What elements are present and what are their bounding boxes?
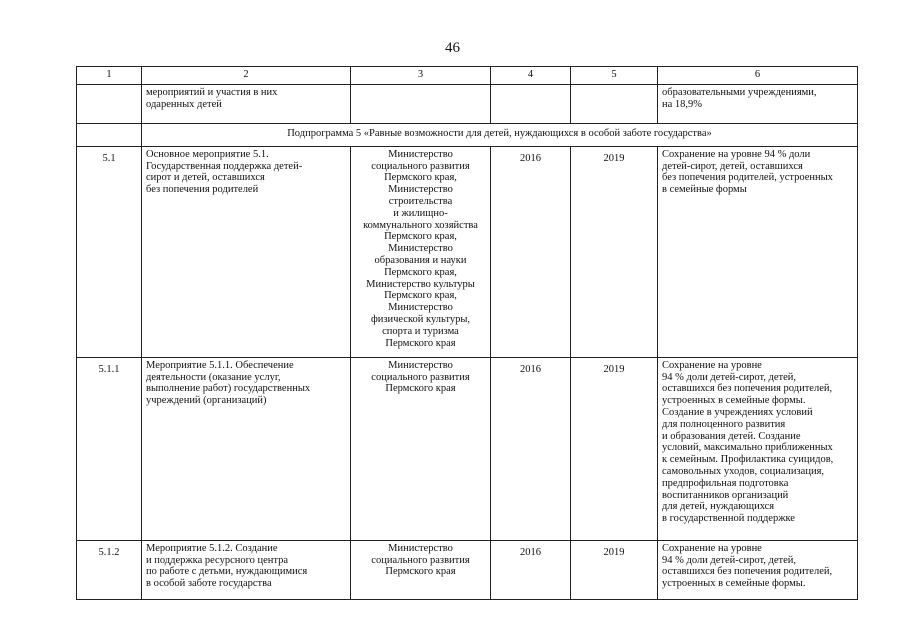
cell-executor: Министерство социального развития Пермского края, Министерство строительства и жилищно- коммунального хозяйства Пермского края, Министерство образования и науки Пермского края, Министерство культуры Пермского края, Министерство физической культуры, спорта и туризма Пермского края xyxy=(351,146,491,357)
column-header-6: 6 xyxy=(658,67,858,85)
column-header-5: 5 xyxy=(571,67,658,85)
cell-executor: Министерство социального развития Пермского края xyxy=(351,540,491,599)
table-row xyxy=(77,146,858,357)
cell-start: 2016 xyxy=(491,146,571,357)
cell-result: Сохранение на уровне 94 % доли детей-сирот, детей, оставшихся без попечения родителей, устроенных в семейные формы. xyxy=(658,540,858,599)
cell-name: мероприятий и участия в них одаренных детей xyxy=(142,85,351,124)
continuation-row xyxy=(77,85,858,124)
column-header-1: 1 xyxy=(77,67,142,85)
subprogram-row xyxy=(77,124,858,147)
cell-result: Сохранение на уровне 94 % доли детей-сирот, детей, оставшихся без попечения родителей, устроенных в семейные формы xyxy=(658,146,858,357)
cell-num: 5.1 xyxy=(77,146,142,357)
table-row xyxy=(77,540,858,599)
cell-executor xyxy=(351,85,491,124)
column-header-2: 2 xyxy=(142,67,351,85)
table-row xyxy=(77,357,858,540)
cell-num xyxy=(77,85,142,124)
cell-name: Основное мероприятие 5.1. Государственная поддержка детей- сирот и детей, оставшихся без попечения родителей xyxy=(142,146,351,357)
cell-result: образовательными учреждениями, на 18,9% xyxy=(658,85,858,124)
cell-end: 2019 xyxy=(571,357,658,540)
cell-name: Мероприятие 5.1.2. Создание и поддержка ресурсного центра по работе с детьми, нуждающимися в особой заботе государства xyxy=(142,540,351,599)
column-header-4: 4 xyxy=(491,67,571,85)
cell-start xyxy=(491,85,571,124)
header-row xyxy=(77,67,858,85)
cell-num-empty xyxy=(77,124,142,147)
subprogram-title: Подпрограмма 5 «Равные возможности для детей, нуждающихся в особой заботе государства» xyxy=(142,124,858,147)
cell-num: 5.1.1 xyxy=(77,357,142,540)
column-header-3: 3 xyxy=(351,67,491,85)
cell-executor: Министерство социального развития Пермского края xyxy=(351,357,491,540)
cell-end xyxy=(571,85,658,124)
cell-start: 2016 xyxy=(491,540,571,599)
cell-end: 2019 xyxy=(571,146,658,357)
cell-name: Мероприятие 5.1.1. Обеспечение деятельности (оказание услуг, выполнение работ) государственных учреждений (организаций) xyxy=(142,357,351,540)
cell-num: 5.1.2 xyxy=(77,540,142,599)
cell-start: 2016 xyxy=(491,357,571,540)
cell-end: 2019 xyxy=(571,540,658,599)
program-table xyxy=(76,66,858,600)
cell-result: Сохранение на уровне 94 % доли детей-сирот, детей, оставшихся без попечения родителей, устроенных в семейные формы. Создание в учреждениях условий для полноценного развития и образования детей. Создание условий, максимально приближенных к семейным. Профилактика суицидов, самовольных уходов, социализация, предпрофильная подготовка воспитанников организаций для детей, нуждающихся в государственной поддержке xyxy=(658,357,858,540)
page-number: 46 xyxy=(445,40,460,56)
